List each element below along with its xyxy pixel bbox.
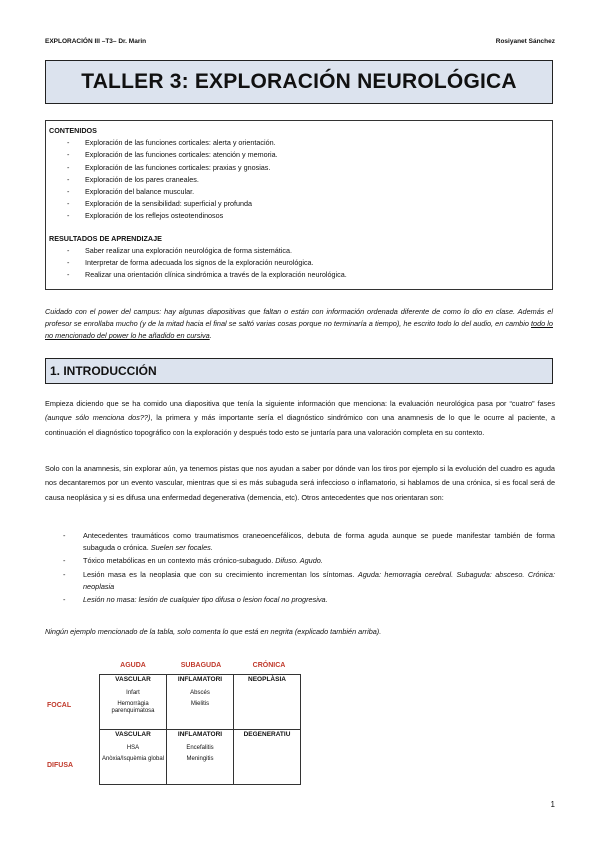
cell-line: Anòxia/Isquèmia global bbox=[101, 756, 165, 762]
list-item: - Interpretar de forma adecuada los signos de la exploración neurológica. bbox=[67, 257, 549, 269]
summary-box bbox=[45, 120, 553, 290]
contenidos-heading: CONTENIDOS bbox=[49, 126, 97, 135]
campus-note bbox=[45, 306, 553, 343]
cell-line: Infart bbox=[126, 690, 140, 696]
list-item: - Exploración de los reflejos osteotendinosos bbox=[67, 210, 549, 222]
anamnesis-paragraph: Solo con la anamnesis, sin explorar aún, ya tenemos pistas que nos ayudan a saber por dónde van los tiros por ejemplo si la evolución del cuadro es aguda nos decantaremos por un evento vascular, mientras que si es más subaguda será infeccioso o inflamatorio, si hablamos de una crónica, si es focal será de causa neoplásica y si es difusa una enfermedad degenerativa (demencia, etc). Otros antecedentes que nos orientaran son: bbox=[45, 464, 555, 502]
item-italic: Lesión no masa: lesión de cualquier tipo difusa o lesion focal no progresiva. bbox=[83, 595, 328, 605]
table-cell bbox=[234, 675, 301, 730]
section-heading-box bbox=[45, 358, 553, 384]
row-header-difusa: DIFUSA bbox=[47, 762, 74, 769]
resultados-list bbox=[49, 245, 549, 282]
cell-head: INFLAMATORI bbox=[177, 731, 223, 738]
cell-head: INFLAMATORI bbox=[177, 676, 223, 683]
col-header-aguda: AGUDA bbox=[120, 662, 146, 669]
list-item: - Exploración de las funciones corticales: alerta y orientación. bbox=[67, 137, 549, 149]
para-text: Empieza diciendo que se ha comido una diapositiva que tenía la siguiente información que menciona: la evaluación neurológica pasa por “cuatro” fases bbox=[45, 399, 555, 408]
cell-line: Meningitis bbox=[186, 756, 214, 762]
list-item: - Exploración de las funciones corticales: praxias y gnosias. bbox=[67, 162, 549, 174]
cell-head: VASCULAR bbox=[115, 676, 151, 683]
table-note: Ningún ejemplo mencionado de la tabla, solo comenta lo que está en negrita (explicado también arriba). bbox=[45, 627, 382, 636]
cell-head: VASCULAR bbox=[115, 731, 151, 738]
item-italic: Suelen ser focales. bbox=[150, 543, 213, 553]
cell-line: HSA bbox=[126, 745, 140, 751]
list-item bbox=[45, 555, 555, 567]
row-header-focal: FOCAL bbox=[47, 702, 72, 709]
item-italic: Aguda: hemorragia cerebral. Subaguda: absceso. Crónica: neoplasia bbox=[83, 569, 555, 591]
table-cell bbox=[100, 675, 167, 730]
table-cell bbox=[100, 730, 167, 785]
para-italic: (aunque sólo menciona dos??) bbox=[45, 413, 151, 423]
list-item: - Exploración de la sensibilidad: superficial y profunda bbox=[67, 198, 549, 210]
para-text: , la primera y más importante sería el diagnóstico sindrómico con una anamnesis de lo que le ocurre al paciente, a continuación el diagnóstico topográfico con la exploración y después todo esto se juntaría para una valoración completa en su contexto. bbox=[45, 413, 555, 437]
cell-line: Encefalitis bbox=[186, 745, 214, 751]
header-right: Rosiyanet Sánchez bbox=[495, 38, 555, 45]
table-cell bbox=[167, 730, 234, 785]
list-item: - Exploración de los pares craneales. bbox=[67, 174, 549, 186]
table-cell bbox=[167, 675, 234, 730]
list-item bbox=[45, 569, 555, 593]
note-end: . bbox=[209, 331, 212, 341]
resultados-heading: RESULTADOS DE APRENDIZAJE bbox=[49, 233, 162, 243]
list-item bbox=[45, 530, 555, 554]
item-text: Tóxico metabólicas en un contexto más crónico-subagudo. bbox=[83, 556, 276, 566]
item-italic: Difuso. Agudo. bbox=[275, 556, 323, 566]
col-header-subaguda: SUBAGUDA bbox=[180, 662, 222, 669]
page-number: 1 bbox=[550, 800, 555, 809]
antecedentes-list bbox=[45, 530, 555, 607]
cell-line: Hemorràgia parenquimatosa bbox=[111, 701, 155, 714]
section-heading: 1. INTRODUCCIÓN bbox=[50, 364, 157, 378]
table-row bbox=[100, 730, 301, 785]
header-left: EXPLORACIÓN III –T3– Dr. Marin bbox=[45, 38, 147, 45]
list-item bbox=[45, 594, 555, 606]
intro-paragraph bbox=[45, 397, 555, 440]
list-item: - Exploración de las funciones corticales: atención y memoria. bbox=[67, 149, 549, 161]
item-text: Antecedentes traumáticos como traumatismos craneoencefálicos, debuta de forma aguda aunque se puede manifestar también de forma subaguda o crónica. bbox=[83, 531, 555, 553]
contenidos-list bbox=[49, 137, 549, 222]
page-title: TALLER 3: EXPLORACIÓN NEUROLÓGICA bbox=[81, 70, 517, 93]
cell-head: DEGENERATIU bbox=[243, 731, 291, 738]
list-item: - Saber realizar una exploración neurológica de forma sistemática. bbox=[67, 245, 549, 257]
col-header-cronica: CRÓNICA bbox=[252, 662, 286, 669]
note-underlined: todo lo no mencionado del power lo he añadido en cursiva bbox=[45, 319, 553, 341]
table-grid bbox=[99, 674, 301, 785]
cell-line: Mielitis bbox=[190, 701, 210, 707]
table-row bbox=[100, 675, 301, 730]
cell-head: NEOPLÀSIA bbox=[248, 676, 286, 683]
list-item: - Realizar una orientación clínica sindrómica a través de la exploración neurológica. bbox=[67, 269, 549, 281]
item-text: Lesión masa es la neoplasia que con su crecimiento incrementan los síntomas. bbox=[83, 569, 358, 579]
note-text: Cuidado con el power del campus: hay algunas diapositivas que faltan o están con información ordenada diferente de como lo dio en clase. Además el profesor se enrollaba mucho (y de la mitad hacia el final se saltó varias cosas porque no terminaría a tiempo), he escrito todo lo del audio, en cambio bbox=[45, 307, 553, 329]
table-cell bbox=[234, 730, 301, 785]
classification-table bbox=[45, 662, 305, 797]
cell-line: Abscés bbox=[190, 690, 210, 696]
title-box bbox=[45, 60, 553, 104]
list-item: - Exploración del balance muscular. bbox=[67, 186, 549, 198]
